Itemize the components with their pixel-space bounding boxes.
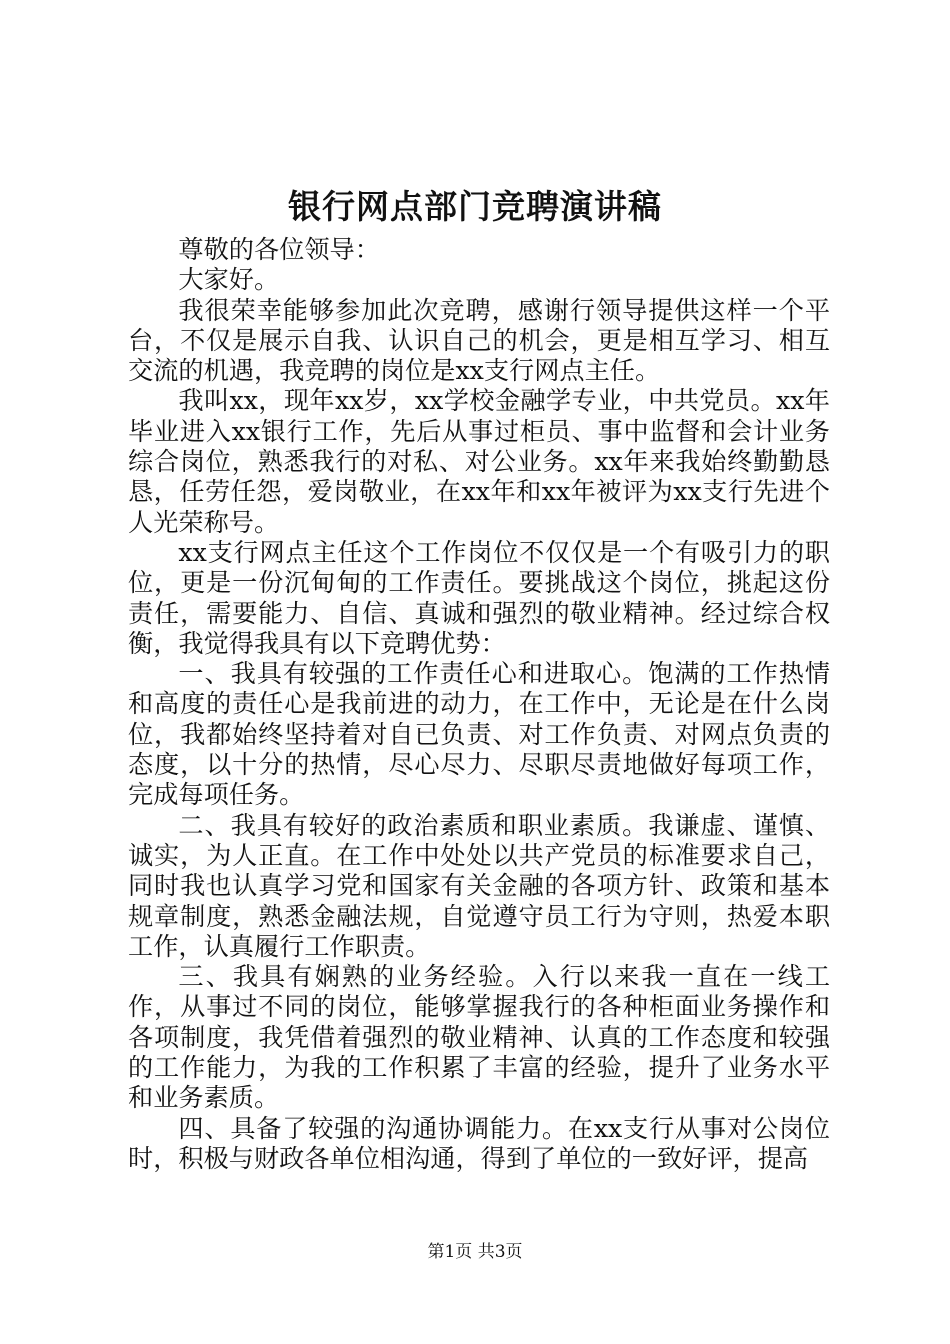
document-body	[128, 235, 830, 1174]
paragraph-advantage-1: 一、我具有较强的工作责任心和进取心。饱满的工作热情和高度的责任心是我前进的动力，在工作中，无论是在什么岗位，我都始终坚持着对自已负责、对工作负责、对网点负责的态度，以十分的热情，尽心尽力、尽职尽责地做好每项工作，完成每项任务。	[128, 659, 830, 810]
document-title: 银行网点部门竞聘演讲稿	[288, 187, 662, 226]
paragraph-advantage-2: 二、我具有较好的政治素质和职业素质。我谦虚、谨慎、诚实，为人正直。在工作中处处以共产党员的标准要求自己，同时我也认真学习党和国家有关金融的各项方针、政策和基本规章制度，熟悉金融法规，自觉遵守员工行为守则，热爱本职工作，认真履行工作职责。	[128, 810, 830, 961]
paragraph-advantage-3: 三、我具有娴熟的业务经验。入行以来我一直在一线工作，从事过不同的岗位，能够掌握我行的各种柜面业务操作和各项制度，我凭借着强烈的敬业精神、认真的工作态度和较强的工作能力，为我的工作积累了丰富的经验，提升了业务水平和业务素质。	[128, 962, 830, 1113]
paragraph-intro: 我很荣幸能够参加此次竞聘，感谢行领导提供这样一个平台，不仅是展示自我、认识自己的机会，更是相互学习、相互交流的机遇，我竞聘的岗位是xx支行网点主任。	[128, 295, 830, 386]
paragraph-advantage-4: 四、具备了较强的沟通协调能力。在xx支行从事对公岗位时，积极与财政各单位相沟通，得到了单位的一致好评，提高	[128, 1113, 830, 1173]
paragraph-position: xx支行网点主任这个工作岗位不仅仅是一个有吸引力的职位，更是一份沉甸甸的工作责任。要挑战这个岗位，挑起这份责任，需要能力、自信、真诚和强烈的敬业精神。经过综合权衡，我觉得我具有以下竞聘优势：	[128, 537, 830, 658]
paragraph-self-introduction: 我叫xx，现年xx岁，xx学校金融学专业，中共党员。xx年毕业进入xx银行工作，先后从事过柜员、事中监督和会计业务综合岗位，熟悉我行的对私、对公业务。xx年来我始终勤勤恳恳，任劳任怨，爱岗敬业，在xx年和xx年被评为xx支行先进个人光荣称号。	[128, 386, 830, 537]
greeting: 大家好。	[178, 265, 280, 295]
salutation: 尊敬的各位领导：	[178, 235, 380, 264]
page-footer: 第1页 共3页	[427, 1242, 523, 1262]
